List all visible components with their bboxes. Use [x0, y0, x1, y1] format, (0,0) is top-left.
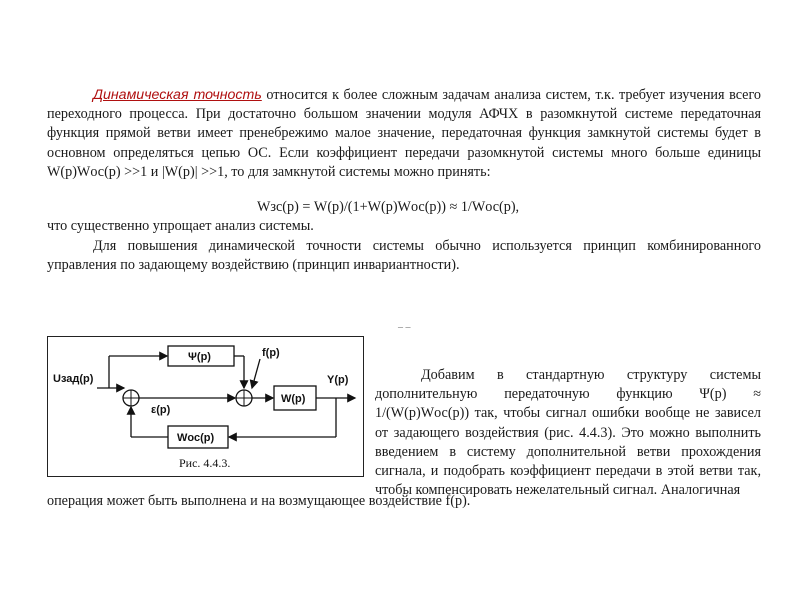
w-block-label: W(p) — [281, 393, 306, 405]
block-diagram-figure — [47, 336, 364, 477]
psi-block-label: Ψ(p) — [188, 351, 211, 363]
summing-junction-1 — [123, 390, 139, 406]
error-label: ε(p) — [151, 404, 171, 416]
feedback-block-label: Wос(p) — [177, 432, 215, 444]
term-dynamic-accuracy: Динамическая точность — [93, 87, 262, 103]
figure-caption: Рис. 4.4.3. — [179, 456, 231, 470]
paragraph-add-structure — [375, 366, 761, 500]
output-label: Y(p) — [327, 374, 349, 386]
paragraph-combined-control-text: Для повышения динамической точности системы обычно используется принцип комбинированного управления по задающему воздействию (принцип инвариантности). — [47, 238, 761, 274]
separator-dash: – – — [398, 322, 411, 333]
paragraph-combined-control — [47, 237, 761, 275]
input-label: Uзад(p) — [53, 373, 94, 385]
paragraph-add-structure-text: Добавим в стандартную структуру системы дополнительную передаточную функцию Ψ(p) ≈ 1/(W(p)Wос(p)) так, чтобы сигнал ошибки вообще не зависел от задающего воздействия (рис. 4.4.3). Это можно выполнить введением в систему дополнительной ветви прохождения сигнала, и подобрать коэффициент передачи в этой ветви так, чтобы компенсировать нежелательный сигнал. Аналогичная — [375, 367, 761, 499]
paragraph-disturbance: операция может быть выполнена и на возмущающее воздействие f(p). — [47, 493, 471, 509]
paragraph-simplifies: что существенно упрощает анализ системы. — [47, 218, 314, 234]
paragraph-body: относится к более сложным задачам анализа систем, т.к. требует изучения всего переходного процесса. При достаточно большом значении модуля АФЧХ в разомкнутой системе передаточная функция прямой ветви имеет пренебрежимо малое значение, передаточная функция замкнутой системы будет в основном определяться цепью ОС. Если коэффициент передачи разомкнутой системы много больше единицы W(p)Wос(p) >>1 и |W(p)| >>1, то для замкнутой системы можно принять: — [47, 87, 762, 180]
paragraph-dynamic-accuracy — [47, 86, 761, 182]
summing-junction-2 — [236, 390, 252, 406]
disturbance-label: f(p) — [262, 347, 280, 359]
closed-loop-formula: Wзс(p) = W(p)/(1+W(p)Wос(p)) ≈ 1/Wос(p), — [257, 199, 520, 215]
